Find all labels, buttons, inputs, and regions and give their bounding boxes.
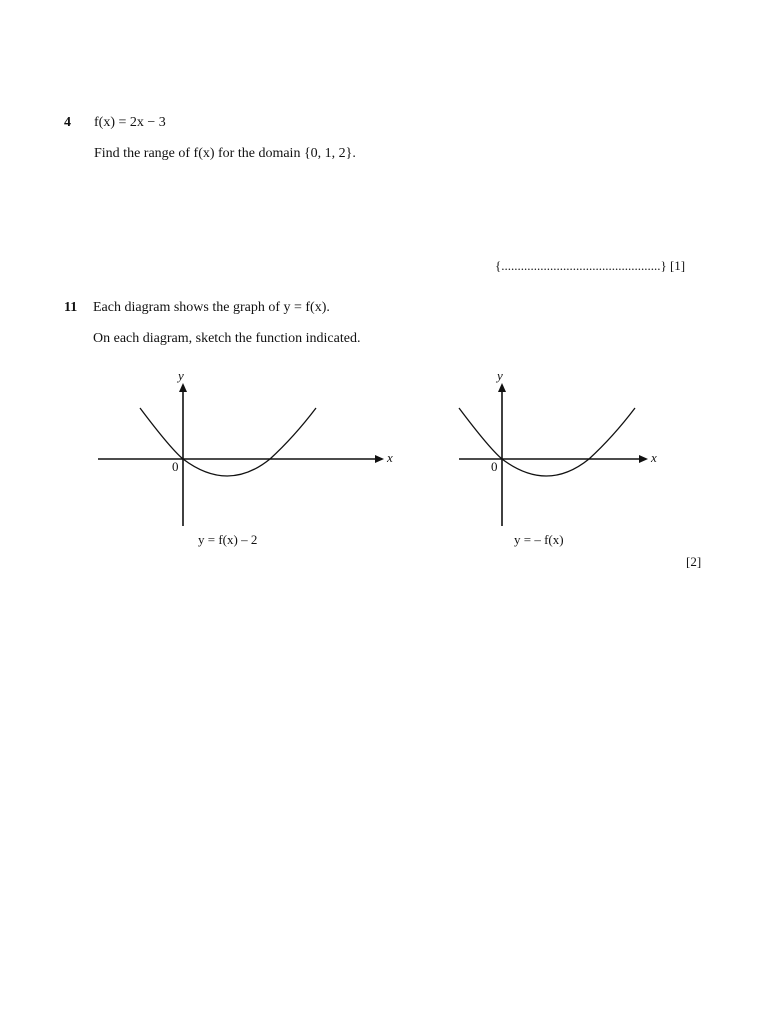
y-axis-label: y — [178, 368, 184, 383]
q4-answer-line[interactable]: {.................................................} [1] — [495, 258, 686, 273]
q4-number: 4 — [64, 115, 71, 130]
y-axis-arrow-icon — [498, 383, 506, 392]
q4-function: f(x) = 2x − 3 — [94, 115, 166, 130]
q11-intro: Each diagram shows the graph of y = f(x). — [93, 300, 330, 315]
curve-y-equals-f-of-x — [459, 408, 635, 476]
q11-marks: [2] — [686, 554, 702, 569]
x-axis-arrow-icon — [639, 455, 648, 463]
q4-prompt: Find the range of f(x) for the domain {0, 1, 2}. — [94, 146, 356, 161]
origin-label: 0 — [172, 459, 179, 474]
diagram-2-caption: y = – f(x) — [514, 532, 564, 547]
diagram-1-caption: y = f(x) – 2 — [198, 532, 258, 547]
x-axis-label: x — [387, 450, 393, 465]
q11-number: 11 — [64, 300, 78, 315]
q11-instruction: On each diagram, sketch the function indicated. — [93, 331, 361, 346]
y-axis-label: y — [497, 368, 503, 383]
x-axis-label: x — [651, 450, 657, 465]
origin-label: 0 — [491, 459, 498, 474]
